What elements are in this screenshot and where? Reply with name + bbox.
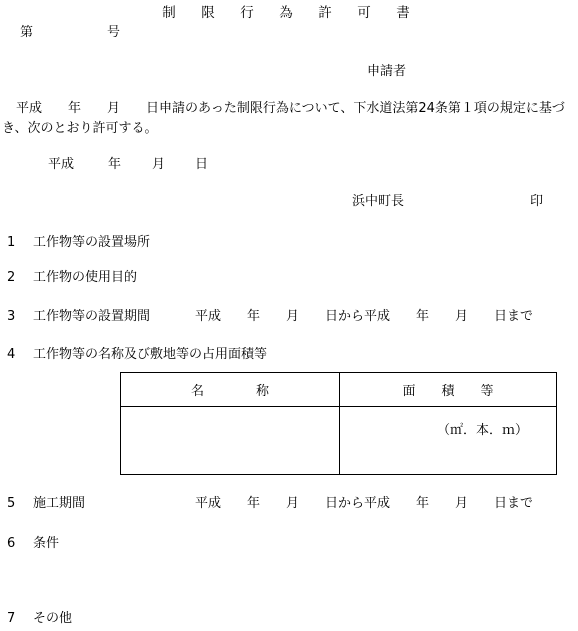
construction-period: 平成 年 月 日から平成 年 月 日まで (195, 496, 534, 511)
item-number: 1 (7, 235, 16, 250)
item-label: 施工期間 (33, 496, 86, 511)
item-label: 工作物等の設置期間 (33, 309, 151, 324)
issuer-name: 浜中町長 (352, 194, 405, 209)
body-text: 平成 年 月 日申請のあった制限行為について、下水道法第24条第１項の規定に基づき、次のとおり許可する。 (2, 101, 565, 136)
name-cell (121, 407, 340, 475)
item-number: 7 (7, 611, 16, 626)
table-header-row (121, 373, 557, 407)
document-title: 制 限 行 為 許 可 書 (162, 5, 416, 21)
area-cell (340, 407, 557, 475)
header-area: 面 積 等 (340, 373, 557, 407)
item-number: 5 (7, 496, 16, 511)
item-label: 工作物等の名称及び敷地等の占用面積等 (33, 347, 268, 362)
unit-label: （㎡．本．ｍ） (436, 423, 528, 438)
installation-period: 平成 年 月 日から平成 年 月 日まで (195, 309, 534, 324)
date-day: 日 (195, 157, 209, 172)
table-row (121, 407, 557, 475)
body-paragraph (2, 99, 576, 139)
date-month: 月 (152, 157, 166, 172)
header-name: 名 称 (121, 373, 340, 407)
item-label: 工作物の使用目的 (33, 270, 138, 285)
date-era: 平成 (48, 157, 75, 172)
number-suffix: 号 (107, 25, 121, 40)
item-number: 6 (7, 536, 16, 551)
seal-mark: 印 (530, 194, 544, 209)
item-label: 条件 (33, 536, 60, 551)
number-prefix: 第 (20, 25, 34, 40)
occupancy-table (120, 372, 557, 475)
date-year: 年 (108, 157, 122, 172)
item-label: 工作物等の設置場所 (33, 235, 151, 250)
applicant-label: 申請者 (367, 64, 407, 79)
item-number: 4 (7, 347, 16, 362)
item-label: その他 (33, 611, 73, 626)
item-number: 2 (7, 270, 16, 285)
item-number: 3 (7, 309, 16, 324)
